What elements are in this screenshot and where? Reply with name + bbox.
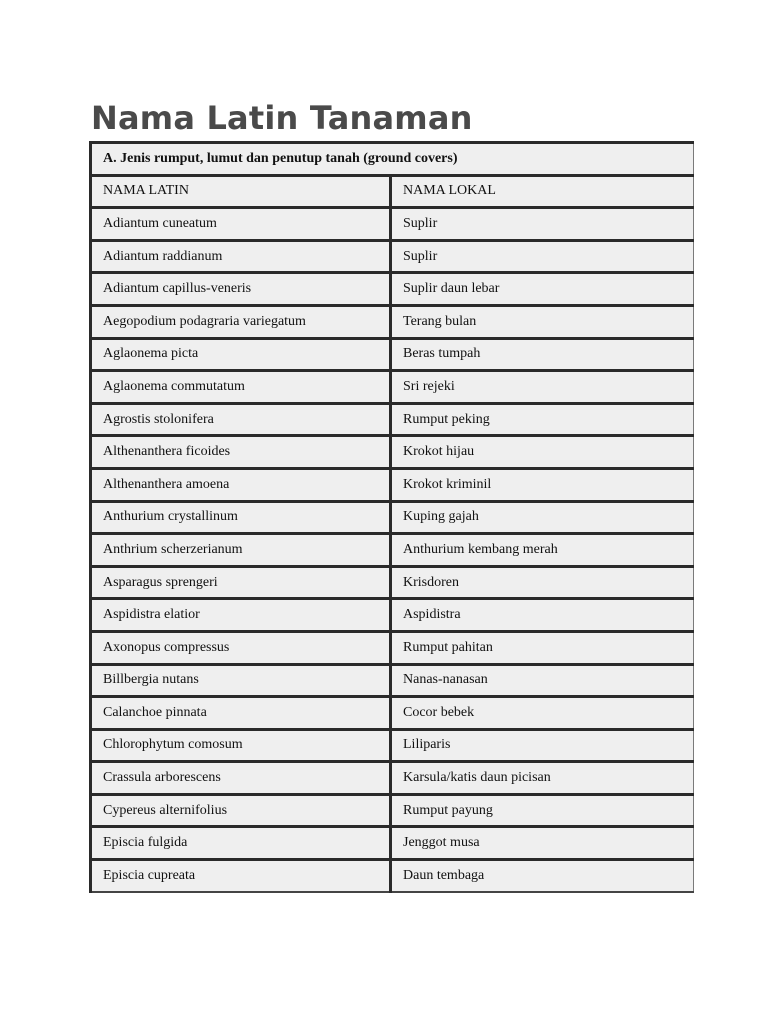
table-row [91, 468, 694, 501]
local-name-cell: Krokot kriminil [391, 468, 694, 501]
local-name-cell: Krisdoren [391, 566, 694, 599]
latin-name-cell: Anthurium crystallinum [91, 501, 391, 534]
latin-name-cell: Billbergia nutans [91, 664, 391, 697]
section-heading: A. Jenis rumput, lumut dan penutup tanah (ground covers) [91, 143, 694, 176]
table-body [91, 143, 694, 892]
local-name-cell: Terang bulan [391, 305, 694, 338]
latin-name-cell: Adiantum raddianum [91, 240, 391, 273]
table-row [91, 403, 694, 436]
latin-name-cell: Aglaonema picta [91, 338, 391, 371]
latin-name-cell: Cypereus alternifolius [91, 794, 391, 827]
table-row [91, 501, 694, 534]
latin-name-cell: Adiantum cuneatum [91, 208, 391, 241]
table-row [91, 664, 694, 697]
table-row [91, 794, 694, 827]
section-row [91, 143, 694, 176]
latin-name-cell: Althenanthera amoena [91, 468, 391, 501]
latin-name-cell: Calanchoe pinnata [91, 697, 391, 730]
column-header-local-name: NAMA LOKAL [391, 175, 694, 208]
local-name-cell: Anthurium kembang merah [391, 534, 694, 567]
latin-name-cell: Adiantum capillus-veneris [91, 273, 391, 306]
table-row [91, 599, 694, 632]
latin-name-cell: Aspidistra elatior [91, 599, 391, 632]
local-name-cell: Rumput pahitan [391, 631, 694, 664]
local-name-cell: Daun tembaga [391, 860, 694, 892]
local-name-cell: Beras tumpah [391, 338, 694, 371]
table-row [91, 827, 694, 860]
latin-name-cell: Aglaonema commutatum [91, 371, 391, 404]
local-name-cell: Jenggot musa [391, 827, 694, 860]
local-name-cell: Nanas-nanasan [391, 664, 694, 697]
latin-name-cell: Anthrium scherzerianum [91, 534, 391, 567]
table-row [91, 762, 694, 795]
table-row [91, 240, 694, 273]
local-name-cell: Suplir [391, 208, 694, 241]
local-name-cell: Sri rejeki [391, 371, 694, 404]
table-row [91, 436, 694, 469]
latin-name-cell: Agrostis stolonifera [91, 403, 391, 436]
latin-name-cell: Axonopus compressus [91, 631, 391, 664]
table-row [91, 729, 694, 762]
local-name-cell: Rumput peking [391, 403, 694, 436]
local-name-cell: Aspidistra [391, 599, 694, 632]
latin-name-cell: Aegopodium podagraria variegatum [91, 305, 391, 338]
table-row [91, 534, 694, 567]
header-row [91, 175, 694, 208]
latin-name-cell: Episcia fulgida [91, 827, 391, 860]
table-row [91, 273, 694, 306]
table-row [91, 208, 694, 241]
local-name-cell: Liliparis [391, 729, 694, 762]
latin-name-cell: Althenanthera ficoides [91, 436, 391, 469]
table-row [91, 697, 694, 730]
local-name-cell: Karsula/katis daun picisan [391, 762, 694, 795]
latin-name-cell: Crassula arborescens [91, 762, 391, 795]
local-name-cell: Cocor bebek [391, 697, 694, 730]
latin-name-cell: Chlorophytum comosum [91, 729, 391, 762]
table-row [91, 631, 694, 664]
table-row [91, 338, 694, 371]
latin-name-cell: Asparagus sprengeri [91, 566, 391, 599]
local-name-cell: Kuping gajah [391, 501, 694, 534]
local-name-cell: Krokot hijau [391, 436, 694, 469]
latin-name-cell: Episcia cupreata [91, 860, 391, 892]
column-header-latin-name: NAMA LATIN [91, 175, 391, 208]
table-row [91, 305, 694, 338]
plant-table [89, 141, 694, 893]
table-row [91, 566, 694, 599]
local-name-cell: Suplir [391, 240, 694, 273]
page-title: Nama Latin Tanaman [91, 99, 473, 137]
table-row [91, 860, 694, 892]
table-row [91, 371, 694, 404]
local-name-cell: Rumput payung [391, 794, 694, 827]
local-name-cell: Suplir daun lebar [391, 273, 694, 306]
